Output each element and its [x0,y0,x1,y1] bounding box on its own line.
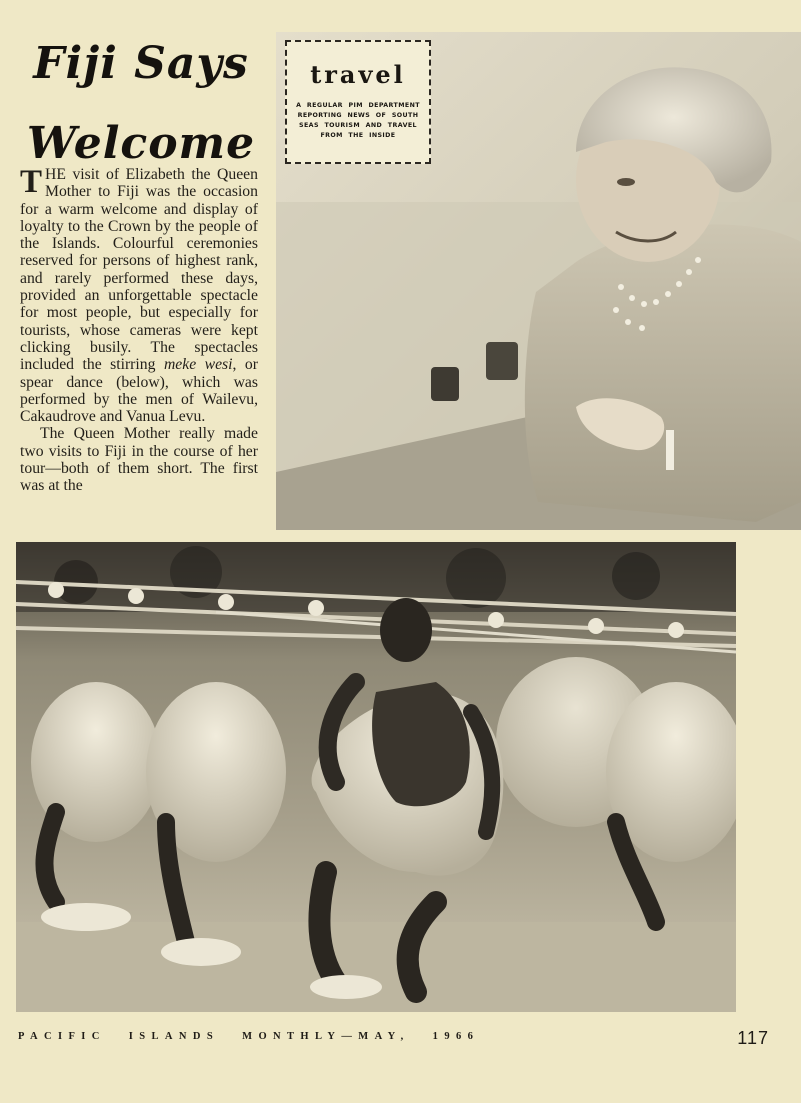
page-number: 117 [737,1028,769,1048]
headline [20,24,262,184]
spear-dance-photo [16,542,736,1012]
headline-line-2: Welcome [26,118,256,169]
paragraph-1-text-a: HE visit of Elizabeth the Queen Mother to Fiji was the occasion for a warm welcome and display of loyalty to the Crown by the people of the Islands. Colourful ceremonies reserved for persons of highest rank, and rarely performed these days, provided an unforgettable spectacle for most people, but especially for tourists, whose cameras were kept clicking busily. The spectacles included the stirring [20,166,258,374]
paragraph-1-italic: meke wesi [163,356,233,374]
headline-line-1: Fiji Says [33,38,249,89]
drop-cap: T [20,164,43,200]
publication-footer: PACIFIC ISLANDS MONTHLY—MAY, 1966 [18,1031,480,1042]
travel-description: A REGULAR PIM DEPARTMENT REPORTING NEWS OF SOUTH SEAS TOURISM AND TRAVEL FROM THE INSIDE [296,102,420,139]
article-body [20,166,258,495]
travel-department-box [285,40,431,164]
article-paragraph-1 [20,166,258,425]
travel-title: travel [310,60,406,89]
article-paragraph-2: The Queen Mother really made two visits to Fiji in the course of her tour—both of them short. The first was at the [20,425,258,495]
paragraph-1-text-b: , or spear dance (below), which was performed by the men of Wailevu, Cakaudrove and Vanua Levu. [20,356,258,426]
